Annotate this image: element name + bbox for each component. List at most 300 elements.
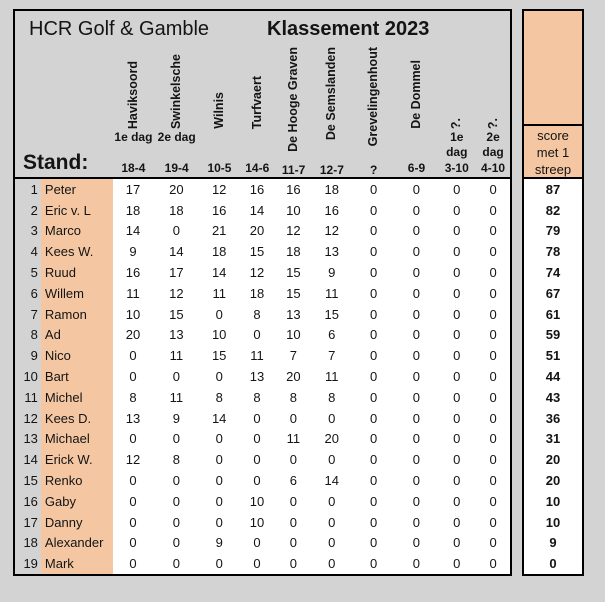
score-cell: 0 (129, 431, 137, 447)
day-label-line2 (113, 146, 154, 160)
score-cell: 0 (369, 327, 378, 343)
date-label: ? (370, 163, 378, 177)
score-cell: 16 (286, 181, 301, 197)
total-score-cell: 67 (545, 285, 561, 301)
score-cell: 9 (172, 410, 180, 426)
score-cell: 0 (129, 556, 137, 572)
score-cell: 0 (412, 223, 421, 239)
score-cell: 0 (453, 285, 461, 301)
player-row (15, 304, 510, 325)
score-cell: 21 (211, 223, 227, 239)
score-cell: 0 (489, 556, 497, 572)
score-cell: 6 (289, 473, 297, 489)
score-cell: 0 (215, 431, 223, 447)
score-cell: 0 (412, 431, 421, 447)
score-cell: 0 (412, 327, 421, 343)
score-cell: 17 (125, 181, 141, 197)
day-label-line2 (352, 155, 396, 162)
score-cell: 0 (215, 369, 223, 385)
score-cell: 0 (453, 535, 461, 551)
player-rank: 12 (15, 408, 41, 429)
score-cell: 0 (289, 556, 297, 572)
player-name: Mark (41, 553, 113, 574)
date-label: 6-9 (407, 161, 426, 175)
score-cell: 0 (172, 535, 180, 551)
score-cell: 12 (169, 285, 184, 301)
total-score-cell: 20 (545, 452, 561, 468)
score-header-line: met 1 (536, 145, 570, 160)
score-cell: 0 (253, 410, 261, 426)
date-label: 3-10 (444, 161, 469, 175)
player-name: Nico (41, 345, 113, 366)
score-cell: 13 (249, 369, 265, 385)
score-cell: 0 (453, 556, 461, 572)
score-cell: 0 (172, 493, 180, 509)
score-header-line: streep (534, 162, 572, 177)
score-cell: 0 (172, 369, 180, 385)
total-score-cell: 82 (545, 202, 561, 218)
date-label: 11-7 (281, 163, 306, 177)
total-score-cell: 0 (549, 556, 557, 572)
day-label-line1: 1e (450, 130, 464, 144)
player-row (15, 533, 510, 554)
score-cell: 0 (412, 202, 421, 218)
date-label: 18-4 (121, 161, 146, 175)
score-cell: 11 (169, 389, 184, 405)
score-cell: 0 (369, 369, 378, 385)
score-cell: 8 (253, 306, 261, 322)
player-name: Bart (41, 366, 113, 387)
score-cell: 0 (215, 452, 223, 468)
course-name-label: De Semslanden (324, 47, 339, 141)
date-label: 14-6 (245, 161, 270, 175)
rotated-label-wrap (437, 47, 476, 129)
score-cell: 0 (453, 181, 461, 197)
score-cell: 9 (129, 244, 137, 260)
score-cell: 0 (412, 452, 421, 468)
score-cell: 0 (489, 181, 497, 197)
score-cell: 0 (412, 369, 421, 385)
score-cell: 0 (412, 244, 421, 260)
score-cell: 14 (324, 473, 339, 489)
score-cell: 0 (489, 369, 497, 385)
score-cell: 15 (249, 244, 265, 260)
score-cell: 0 (129, 514, 137, 530)
score-cell: 8 (328, 389, 336, 405)
score-cell: 20 (125, 327, 141, 343)
score-cell: 0 (453, 493, 461, 509)
score-cell: 18 (249, 285, 265, 301)
score-cell: 0 (489, 244, 497, 260)
score-cell: 0 (489, 306, 497, 322)
day-label-line1 (239, 129, 275, 146)
score-cell: 0 (489, 327, 497, 343)
player-name: Ad (41, 325, 113, 346)
score-cell: 15 (324, 306, 339, 322)
player-rank: 13 (15, 429, 41, 450)
player-name: Marco (41, 221, 113, 242)
course-name-label: Grevelingenhout (366, 47, 381, 147)
total-score-cell: 36 (545, 410, 561, 426)
course-column-header (352, 47, 396, 179)
title-row (15, 11, 510, 47)
score-cell: 0 (328, 535, 336, 551)
score-cell: 20 (169, 181, 184, 197)
player-row (15, 429, 510, 450)
player-row (15, 345, 510, 366)
player-rank: 19 (15, 553, 41, 574)
score-cell: 0 (215, 306, 223, 322)
course-column-header (239, 47, 275, 179)
score-cell: 15 (169, 306, 184, 322)
day-label-line1 (312, 140, 352, 152)
score-cell: 0 (489, 389, 497, 405)
score-cell: 0 (369, 514, 378, 530)
course-name-label: De Hooge Graven (286, 47, 301, 152)
day-label-line2 (312, 152, 352, 162)
player-name: Kees D. (41, 408, 113, 429)
course-name-label: ?. (485, 117, 500, 129)
player-row (15, 512, 510, 533)
player-row (15, 449, 510, 470)
player-rank: 14 (15, 449, 41, 470)
score-cell: 0 (328, 493, 336, 509)
course-column-header (437, 47, 476, 179)
score-cell: 0 (412, 473, 421, 489)
rotated-label-wrap (200, 47, 240, 129)
score-cell: 0 (453, 327, 461, 343)
score-cell: 13 (324, 244, 339, 260)
score-cell: 0 (369, 223, 378, 239)
score-cell: 0 (369, 452, 378, 468)
player-row (15, 408, 510, 429)
player-rank: 16 (15, 491, 41, 512)
score-cell: 0 (253, 452, 261, 468)
score-cell: 0 (129, 369, 137, 385)
course-name-label: Haviksoord (125, 60, 140, 129)
score-cell: 0 (172, 556, 180, 572)
player-name: Danny (41, 512, 113, 533)
score-cell: 0 (489, 348, 497, 364)
player-name: Ramon (41, 304, 113, 325)
score-cell: 12 (286, 223, 301, 239)
player-name: Ruud (41, 262, 113, 283)
score-cell: 10 (125, 306, 141, 322)
course-column-header (113, 47, 154, 179)
score-cell: 8 (289, 389, 297, 405)
score-cell: 8 (215, 389, 223, 405)
player-rank: 4 (15, 241, 41, 262)
player-rank: 10 (15, 366, 41, 387)
score-cell: 0 (412, 493, 421, 509)
score-cell: 0 (289, 452, 297, 468)
player-name: Kees W. (41, 241, 113, 262)
player-row (15, 262, 510, 283)
player-rank: 18 (15, 533, 41, 554)
score-cell: 0 (489, 223, 497, 239)
total-score-cell: 9 (549, 535, 557, 551)
score-cell: 16 (324, 202, 339, 218)
course-column-header (154, 47, 200, 179)
player-rank: 1 (15, 179, 41, 200)
score-cell: 15 (286, 285, 301, 301)
player-row (15, 325, 510, 346)
score-cell: 0 (328, 514, 336, 530)
day-label-line1: 1e dag (114, 130, 153, 144)
score-cell: 0 (489, 265, 497, 281)
score-cell: 7 (328, 348, 336, 364)
score-cell: 7 (289, 348, 297, 364)
score-cell: 20 (249, 223, 265, 239)
score-cell: 0 (412, 556, 421, 572)
total-score-column (522, 9, 584, 576)
score-cell: 0 (412, 181, 421, 197)
score-cell: 18 (125, 202, 141, 218)
score-cell: 11 (212, 285, 226, 301)
score-cell: 0 (172, 223, 180, 239)
score-cell: 0 (369, 410, 378, 426)
player-name: Erick W. (41, 449, 113, 470)
score-cell: 0 (453, 244, 461, 260)
score-cell: 0 (369, 265, 378, 281)
score-cell: 0 (328, 410, 336, 426)
score-cell: 0 (215, 473, 223, 489)
course-name-label: Turfvaert (249, 75, 264, 129)
course-column-header (275, 47, 312, 179)
score-cell: 0 (489, 535, 497, 551)
course-column-header (476, 47, 510, 179)
score-cell: 18 (324, 181, 339, 197)
table-header (15, 11, 510, 179)
score-cell: 0 (453, 389, 461, 405)
score-cell: 0 (253, 431, 261, 447)
score-cell: 15 (211, 348, 227, 364)
stand-label: Stand: (23, 151, 89, 174)
player-rank: 7 (15, 304, 41, 325)
rotated-label-wrap (275, 47, 312, 152)
score-cell: 0 (129, 348, 137, 364)
day-label-line1 (200, 129, 240, 146)
score-cell: 0 (369, 244, 378, 260)
score-cell: 9 (328, 265, 336, 281)
total-score-cell: 79 (545, 223, 561, 239)
total-score-cell: 87 (545, 181, 561, 197)
score-cell: 8 (253, 389, 261, 405)
player-name: Renko (41, 470, 113, 491)
score-cell: 0 (453, 410, 461, 426)
score-cell: 14 (125, 223, 141, 239)
score-cell: 10 (211, 327, 227, 343)
total-score-cell: 61 (545, 306, 561, 322)
score-cell: 13 (125, 410, 141, 426)
score-cell: 11 (286, 431, 301, 447)
score-cell: 13 (286, 306, 301, 322)
day-label-line2: dag (482, 145, 504, 159)
score-cell: 0 (172, 473, 180, 489)
course-name-label: Swinkelsche (169, 53, 184, 129)
score-cell: 0 (489, 473, 497, 489)
total-score-cell: 10 (545, 514, 561, 530)
total-score-cell: 31 (545, 431, 561, 447)
day-label-line1: 2e (486, 130, 500, 144)
score-cell: 12 (324, 223, 339, 239)
player-rank: 11 (15, 387, 41, 408)
player-row (15, 221, 510, 242)
date-label: 4-10 (481, 161, 506, 175)
score-cell: 11 (250, 348, 264, 364)
score-cell: 11 (324, 285, 339, 301)
score-cell: 0 (253, 556, 261, 572)
klassement-table (13, 9, 512, 576)
day-label-line2 (396, 146, 438, 160)
score-cell: 0 (369, 306, 378, 322)
score-cell: 16 (125, 265, 141, 281)
player-row (15, 387, 510, 408)
score-column-body (524, 179, 582, 574)
date-label: 10-5 (207, 161, 232, 175)
score-cell: 8 (172, 452, 180, 468)
score-cell: 12 (211, 181, 227, 197)
score-cell: 0 (369, 431, 378, 447)
score-cell: 14 (211, 410, 227, 426)
score-cell: 0 (369, 285, 378, 301)
score-cell: 0 (369, 389, 378, 405)
score-cell: 11 (126, 285, 140, 301)
total-score-cell: 51 (545, 348, 561, 364)
day-label-line1 (352, 146, 396, 155)
score-cell: 0 (289, 535, 297, 551)
score-cell: 0 (253, 327, 261, 343)
score-cell: 0 (453, 431, 461, 447)
score-cell: 0 (412, 389, 421, 405)
player-name: Willem (41, 283, 113, 304)
score-cell: 9 (215, 535, 223, 551)
score-cell: 12 (125, 452, 141, 468)
score-cell: 13 (169, 327, 184, 343)
app-title: HCR Golf & Gamble (29, 18, 210, 40)
rotated-label-wrap (476, 47, 510, 129)
score-cell: 0 (129, 473, 137, 489)
score-cell: 11 (169, 348, 184, 364)
score-column-top-box (524, 11, 582, 126)
total-score-cell: 59 (545, 327, 561, 343)
total-score-cell: 20 (545, 473, 561, 489)
player-row (15, 553, 510, 574)
player-name: Michel (41, 387, 113, 408)
player-rank: 9 (15, 345, 41, 366)
score-cell: 0 (328, 452, 336, 468)
score-cell: 0 (369, 535, 378, 551)
rotated-label-wrap (352, 47, 396, 146)
score-cell: 12 (249, 265, 265, 281)
course-column-header (200, 47, 240, 179)
score-cell: 0 (369, 473, 378, 489)
course-column-header (312, 47, 352, 179)
score-cell: 0 (489, 285, 497, 301)
score-cell: 14 (249, 202, 265, 218)
rotated-label-wrap (239, 47, 275, 129)
player-row (15, 179, 510, 200)
score-cell: 10 (249, 493, 265, 509)
score-cell: 15 (286, 265, 301, 281)
score-header-line: score (537, 128, 569, 143)
day-label-line1 (396, 129, 438, 146)
day-label-line2: dag (446, 145, 468, 159)
table-body (15, 179, 510, 574)
score-cell: 0 (172, 514, 180, 530)
score-cell: 0 (453, 265, 461, 281)
score-cell: 0 (129, 493, 137, 509)
score-cell: 0 (453, 202, 461, 218)
score-cell: 0 (129, 535, 137, 551)
player-rank: 15 (15, 470, 41, 491)
score-cell: 16 (249, 181, 265, 197)
score-cell: 10 (286, 327, 301, 343)
score-cell: 0 (215, 493, 223, 509)
player-name: Michael (41, 429, 113, 450)
score-cell: 0 (172, 431, 180, 447)
player-row (15, 283, 510, 304)
rotated-label-wrap (396, 47, 438, 129)
total-score-cell: 44 (545, 369, 561, 385)
score-cell: 0 (289, 410, 297, 426)
score-cell: 0 (489, 202, 497, 218)
score-cell: 0 (253, 535, 261, 551)
score-cell: 0 (412, 348, 421, 364)
score-cell: 0 (412, 535, 421, 551)
score-cell: 0 (289, 493, 297, 509)
score-cell: 17 (169, 265, 184, 281)
player-name: Gaby (41, 491, 113, 512)
score-cell: 0 (453, 348, 461, 364)
score-cell: 0 (489, 514, 497, 530)
day-label-line2 (200, 146, 240, 160)
score-cell: 14 (169, 244, 184, 260)
player-row (15, 200, 510, 221)
course-columns-header (15, 47, 510, 179)
course-name-label: Wilnis (211, 92, 226, 129)
score-column-header (524, 126, 582, 179)
score-cell: 10 (286, 202, 301, 218)
score-cell: 0 (489, 493, 497, 509)
score-cell: 6 (328, 327, 336, 343)
score-cell: 0 (489, 452, 497, 468)
score-cell: 0 (412, 285, 421, 301)
player-row (15, 241, 510, 262)
score-cell: 8 (129, 389, 137, 405)
player-row (15, 470, 510, 491)
score-cell: 0 (412, 410, 421, 426)
season-title: Klassement 2023 (267, 18, 430, 40)
score-cell: 10 (249, 514, 265, 530)
score-cell: 0 (253, 473, 261, 489)
player-rank: 5 (15, 262, 41, 283)
score-cell: 0 (412, 265, 421, 281)
score-cell: 0 (453, 223, 461, 239)
score-cell: 0 (369, 202, 378, 218)
course-name-label: De Dommel (408, 60, 423, 129)
date-label: 12-7 (319, 163, 344, 177)
score-cell: 0 (489, 431, 497, 447)
score-cell: 0 (369, 348, 378, 364)
score-cell: 0 (453, 306, 461, 322)
score-cell: 18 (286, 244, 301, 260)
score-cell: 0 (328, 556, 336, 572)
rotated-label-wrap (312, 47, 352, 140)
score-cell: 0 (215, 556, 223, 572)
player-name: Eric v. L (41, 200, 113, 221)
score-cell: 18 (169, 202, 184, 218)
